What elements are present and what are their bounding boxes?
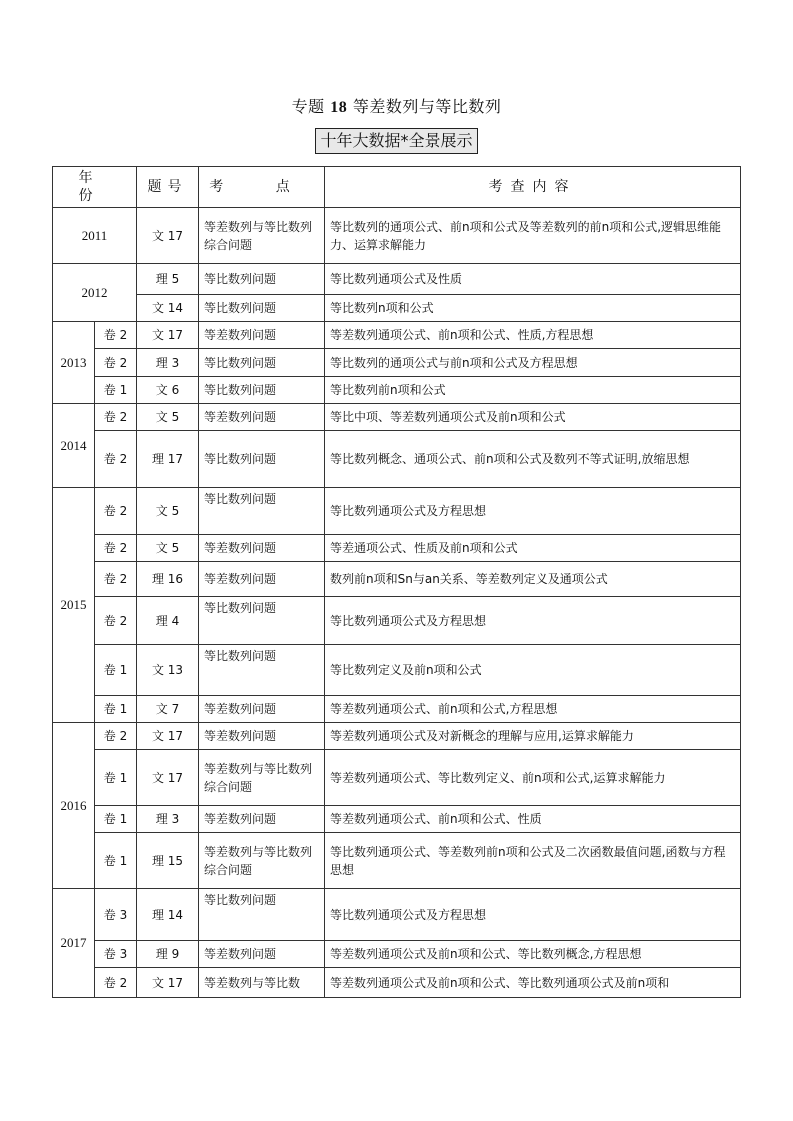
table-row	[53, 723, 741, 750]
content-cell: 等比数列通项公式及方程思想	[325, 488, 741, 535]
paper-cell: 卷 2	[95, 535, 137, 562]
table-row	[53, 404, 741, 431]
table-header-row	[53, 167, 741, 208]
title-number: 18	[330, 99, 348, 116]
paper-cell: 卷 1	[95, 645, 137, 696]
topic-cell: 等比数列问题	[199, 295, 325, 322]
question-cell: 文 7	[137, 696, 199, 723]
table-row	[53, 750, 741, 806]
content-cell: 等比数列的通项公式、前n项和公式及等差数列的前n项和公式,逻辑思维能力、运算求解能力	[325, 208, 741, 264]
content-cell: 等比数列通项公式、等差数列前n项和公式及二次函数最值问题,函数与方程思想	[325, 833, 741, 889]
question-cell: 文 14	[137, 295, 199, 322]
paper-cell: 卷 2	[95, 597, 137, 645]
paper-cell: 卷 2	[95, 404, 137, 431]
paper-cell: 卷 1	[95, 377, 137, 404]
topic-cell: 等差数列问题	[199, 696, 325, 723]
table-row	[53, 295, 741, 322]
content-cell: 等比中项、等差数列通项公式及前n项和公式	[325, 404, 741, 431]
paper-cell: 卷 3	[95, 889, 137, 941]
content-cell: 等比数列定义及前n项和公式	[325, 645, 741, 696]
year-cell: 2013	[53, 322, 95, 404]
question-cell: 文 17	[137, 208, 199, 264]
year-cell: 2011	[53, 208, 137, 264]
question-cell: 理 17	[137, 431, 199, 488]
year-cell: 2015	[53, 488, 95, 723]
content-cell: 等差通项公式、性质及前n项和公式	[325, 535, 741, 562]
table-row	[53, 833, 741, 889]
subtitle-wrap	[0, 128, 793, 154]
paper-cell: 卷 2	[95, 723, 137, 750]
content-cell: 等比数列概念、通项公式、前n项和公式及数列不等式证明,放缩思想	[325, 431, 741, 488]
topic-cell: 等比数列问题	[199, 889, 325, 941]
paper-cell: 卷 2	[95, 562, 137, 597]
topic-cell: 等差数列与等比数列综合问题	[199, 208, 325, 264]
year-cell: 2016	[53, 723, 95, 889]
question-cell: 理 9	[137, 941, 199, 968]
topic-cell: 等比数列问题	[199, 645, 325, 696]
question-cell: 理 16	[137, 562, 199, 597]
paper-cell: 卷 1	[95, 696, 137, 723]
header-question: 题号	[137, 167, 199, 208]
content-cell: 等比数列通项公式及性质	[325, 264, 741, 295]
table-row	[53, 941, 741, 968]
table-row	[53, 488, 741, 535]
content-cell: 等差数列通项公式及对新概念的理解与应用,运算求解能力	[325, 723, 741, 750]
header-content: 考查内容	[325, 167, 741, 208]
year-cell: 2014	[53, 404, 95, 488]
question-cell: 文 17	[137, 723, 199, 750]
subtitle-box: 十年大数据*全景展示	[315, 128, 477, 154]
table-row	[53, 562, 741, 597]
topic-cell: 等差数列与等比数列综合问题	[199, 833, 325, 889]
table-row	[53, 696, 741, 723]
table-row	[53, 968, 741, 998]
topic-cell: 等差数列问题	[199, 723, 325, 750]
topic-cell: 等比数列问题	[199, 377, 325, 404]
content-cell: 等差数列通项公式、前n项和公式、性质,方程思想	[325, 322, 741, 349]
question-cell: 理 14	[137, 889, 199, 941]
paper-cell: 卷 1	[95, 833, 137, 889]
question-cell: 理 15	[137, 833, 199, 889]
content-cell: 等比数列通项公式及方程思想	[325, 597, 741, 645]
question-cell: 文 17	[137, 322, 199, 349]
table-row	[53, 349, 741, 377]
topic-cell: 等比数列问题	[199, 431, 325, 488]
content-cell: 等差数列通项公式、等比数列定义、前n项和公式,运算求解能力	[325, 750, 741, 806]
question-cell: 理 5	[137, 264, 199, 295]
paper-cell: 卷 2	[95, 488, 137, 535]
question-cell: 理 4	[137, 597, 199, 645]
topic-cell: 等比数列问题	[199, 264, 325, 295]
content-cell: 等比数列的通项公式与前n项和公式及方程思想	[325, 349, 741, 377]
content-cell: 等差数列通项公式及前n项和公式、等比数列概念,方程思想	[325, 941, 741, 968]
table-row	[53, 806, 741, 833]
topic-cell: 等比数列问题	[199, 349, 325, 377]
table-row	[53, 322, 741, 349]
content-cell: 等差数列通项公式、前n项和公式,方程思想	[325, 696, 741, 723]
table-row	[53, 535, 741, 562]
content-cell: 数列前n项和Sn与an关系、等差数列定义及通项公式	[325, 562, 741, 597]
paper-cell: 卷 3	[95, 941, 137, 968]
topic-cell: 等比数列问题	[199, 597, 325, 645]
topic-cell: 等差数列问题	[199, 806, 325, 833]
exam-table	[52, 166, 741, 998]
table-row	[53, 208, 741, 264]
topic-cell: 等差数列问题	[199, 322, 325, 349]
year-cell: 2017	[53, 889, 95, 998]
content-cell: 等比数列通项公式及方程思想	[325, 889, 741, 941]
page-title	[0, 94, 793, 117]
header-year: 年 份	[53, 167, 137, 208]
question-cell: 文 6	[137, 377, 199, 404]
question-cell: 文 5	[137, 488, 199, 535]
topic-cell: 等差数列问题	[199, 404, 325, 431]
content-cell: 等比数列n项和公式	[325, 295, 741, 322]
paper-cell: 卷 1	[95, 806, 137, 833]
topic-cell: 等差数列与等比数	[199, 968, 325, 998]
question-cell: 理 3	[137, 806, 199, 833]
topic-cell: 等差数列与等比数列综合问题	[199, 750, 325, 806]
table-row	[53, 597, 741, 645]
content-cell: 等差数列通项公式及前n项和公式、等比数列通项公式及前n项和	[325, 968, 741, 998]
title-name: 等差数列与等比数列	[352, 97, 502, 116]
year-cell: 2012	[53, 264, 137, 322]
paper-cell: 卷 2	[95, 349, 137, 377]
table-row	[53, 889, 741, 941]
content-cell: 等差数列通项公式、前n项和公式、性质	[325, 806, 741, 833]
topic-cell: 等差数列问题	[199, 535, 325, 562]
paper-cell: 卷 2	[95, 968, 137, 998]
topic-cell: 等比数列问题	[199, 488, 325, 535]
header-topic: 考 点	[199, 167, 325, 208]
topic-cell: 等差数列问题	[199, 562, 325, 597]
table-row	[53, 264, 741, 295]
content-cell: 等比数列前n项和公式	[325, 377, 741, 404]
question-cell: 理 3	[137, 349, 199, 377]
paper-cell: 卷 2	[95, 431, 137, 488]
question-cell: 文 17	[137, 968, 199, 998]
question-cell: 文 5	[137, 535, 199, 562]
question-cell: 文 17	[137, 750, 199, 806]
table-row	[53, 377, 741, 404]
table-row	[53, 645, 741, 696]
question-cell: 文 5	[137, 404, 199, 431]
question-cell: 文 13	[137, 645, 199, 696]
paper-cell: 卷 1	[95, 750, 137, 806]
table-row	[53, 431, 741, 488]
title-prefix: 专题	[291, 97, 325, 116]
topic-cell: 等差数列问题	[199, 941, 325, 968]
paper-cell: 卷 2	[95, 322, 137, 349]
